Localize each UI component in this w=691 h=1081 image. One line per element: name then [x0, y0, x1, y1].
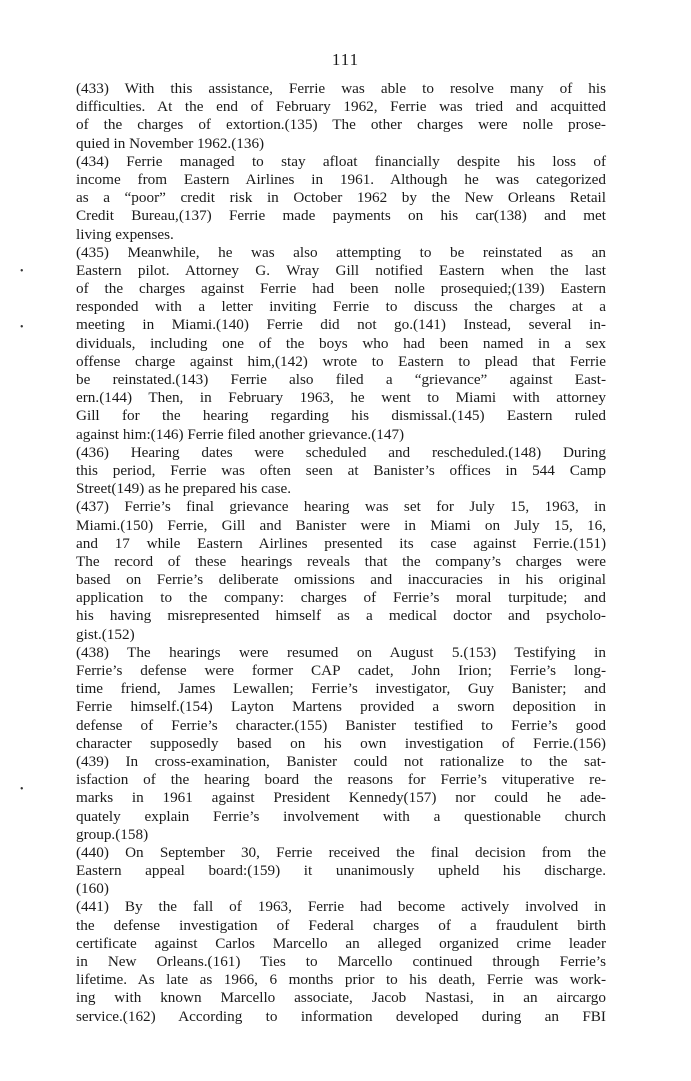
text-line: service.(162) According to information developed during an FBI [76, 1007, 606, 1025]
text-line: ern.(144) Then, in February 1963, he went to Miami with attorney [76, 389, 606, 407]
text-line: (436) Hearing dates were scheduled and rescheduled.(148) During [76, 443, 606, 461]
text-line: time friend, James Lewallen; Ferrie’s investigator, Guy Banister; and [76, 680, 606, 698]
text-line: (441) By the fall of 1963, Ferrie had become actively involved in [76, 898, 606, 916]
text-line: Ferrie himself.(154) Layton Martens provided a sworn deposition in [76, 698, 606, 716]
text-line: marks in 1961 against President Kennedy(157) nor could he ade- [76, 789, 606, 807]
text-line: meeting in Miami.(140) Ferrie did not go.(141) Instead, several in- [76, 316, 606, 334]
text-line: and 17 while Eastern Airlines presented its case against Ferrie.(151) [76, 534, 606, 552]
text-line: responded with a letter inviting Ferrie to discuss the charges at a [76, 298, 606, 316]
text-line: group.(158) [76, 825, 149, 843]
text-line: quied in November 1962.(136) [76, 134, 265, 152]
text-line: in New Orleans.(161) Ties to Marcello continued through Ferrie’s [76, 953, 606, 970]
page-number: 111 [331, 50, 360, 69]
text-line: based on Ferrie’s deliberate omissions and inaccuracies in his original [76, 571, 606, 589]
text-line: The record of these hearings reveals that the company’s charges were [76, 552, 606, 570]
body-text [76, 80, 606, 1026]
text-line: this period, Ferrie was often seen at Banister’s offices in 544 Camp [76, 461, 606, 479]
text-line: as a “poor” credit risk in October 1962 by the New Orleans Retail [76, 189, 606, 207]
text-line: Miami.(150) Ferrie, Gill and Banister were in Miami on July 15, 16, [76, 516, 606, 534]
text-line: quately explain Ferrie’s involvement with a questionable church [76, 807, 606, 825]
text-line: (439) In cross-examination, Banister could not rationalize to the sat- [76, 752, 606, 770]
text-line: be reinstated.(143) Ferrie also filed a “grievance” against East- [76, 371, 606, 388]
text-line: dividuals, including one of the boys who had been named in a sex [76, 334, 606, 352]
text-line: Eastern appeal board:(159) it unanimously upheld his discharge. [76, 862, 606, 880]
margin-dot: • [20, 784, 24, 795]
text-line: Eastern pilot. Attorney G. Wray Gill notified Eastern when the last [76, 261, 606, 279]
text-line: the defense investigation of Federal charges of a fraudulent birth [76, 916, 606, 934]
text-line: application to the company: charges of Ferrie’s moral turpitude; and [76, 589, 606, 607]
text-line: against him:(146) Ferrie filed another grievance.(147) [76, 425, 405, 443]
text-line: living expenses. [76, 225, 174, 243]
text-line: of the charges of extortion.(135) The other charges were nolle prose- [76, 116, 606, 134]
text-line: Ferrie’s defense were former CAP cadet, John Irion; Ferrie’s long- [76, 662, 606, 679]
text-line: (437) Ferrie’s final grievance hearing was set for July 15, 1963, in [76, 498, 606, 516]
text-line: Gill for the hearing regarding his dismissal.(145) Eastern ruled [76, 407, 606, 425]
text-line: Street(149) as he prepared his case. [76, 480, 292, 498]
text-line: (435) Meanwhile, he was also attempting to be reinstated as an [76, 243, 606, 261]
text-line: ing with known Marcello associate, Jacob Nastasi, in an aircargo [76, 989, 606, 1007]
text-line: of the charges against Ferrie had been nolle prosequied;(139) Eastern [76, 280, 606, 298]
text-line: offense charge against him,(142) wrote to Eastern to plead that Ferrie [76, 352, 606, 370]
text-line: isfaction of the hearing board the reasons for Ferrie’s vituperative re- [76, 771, 606, 789]
text-line: difficulties. At the end of February 1962, Ferrie was tried and acquitted [76, 98, 606, 116]
text-line: certificate against Carlos Marcello an alleged organized crime leader [76, 934, 606, 952]
text-line: (434) Ferrie managed to stay afloat financially despite his loss of [76, 152, 606, 170]
text-line: (438) The hearings were resumed on August 5.(153) Testifying in [76, 643, 606, 661]
margin-dot: • [20, 322, 24, 333]
text-line: income from Eastern Airlines in 1961. Although he was categorized [76, 170, 606, 188]
margin-dot: • [20, 266, 24, 277]
text-line: character supposedly based on his own investigation of Ferrie.(156) [76, 734, 606, 752]
text-line: (433) With this assistance, Ferrie was able to resolve many of his [76, 80, 606, 97]
text-line: his having misrepresented himself as a medical doctor and psycholo- [76, 607, 606, 625]
text-line: (160) [76, 880, 109, 898]
text-line: (440) On September 30, Ferrie received the final decision from the [76, 843, 606, 861]
text-line: defense of Ferrie’s character.(155) Banister testified to Ferrie’s good [76, 716, 606, 734]
text-line: gist.(152) [76, 625, 135, 643]
text-line: lifetime. As late as 1966, 6 months prior to his death, Ferrie was work- [76, 971, 606, 989]
text-line: Credit Bureau,(137) Ferrie made payments on his car(138) and met [76, 207, 606, 225]
